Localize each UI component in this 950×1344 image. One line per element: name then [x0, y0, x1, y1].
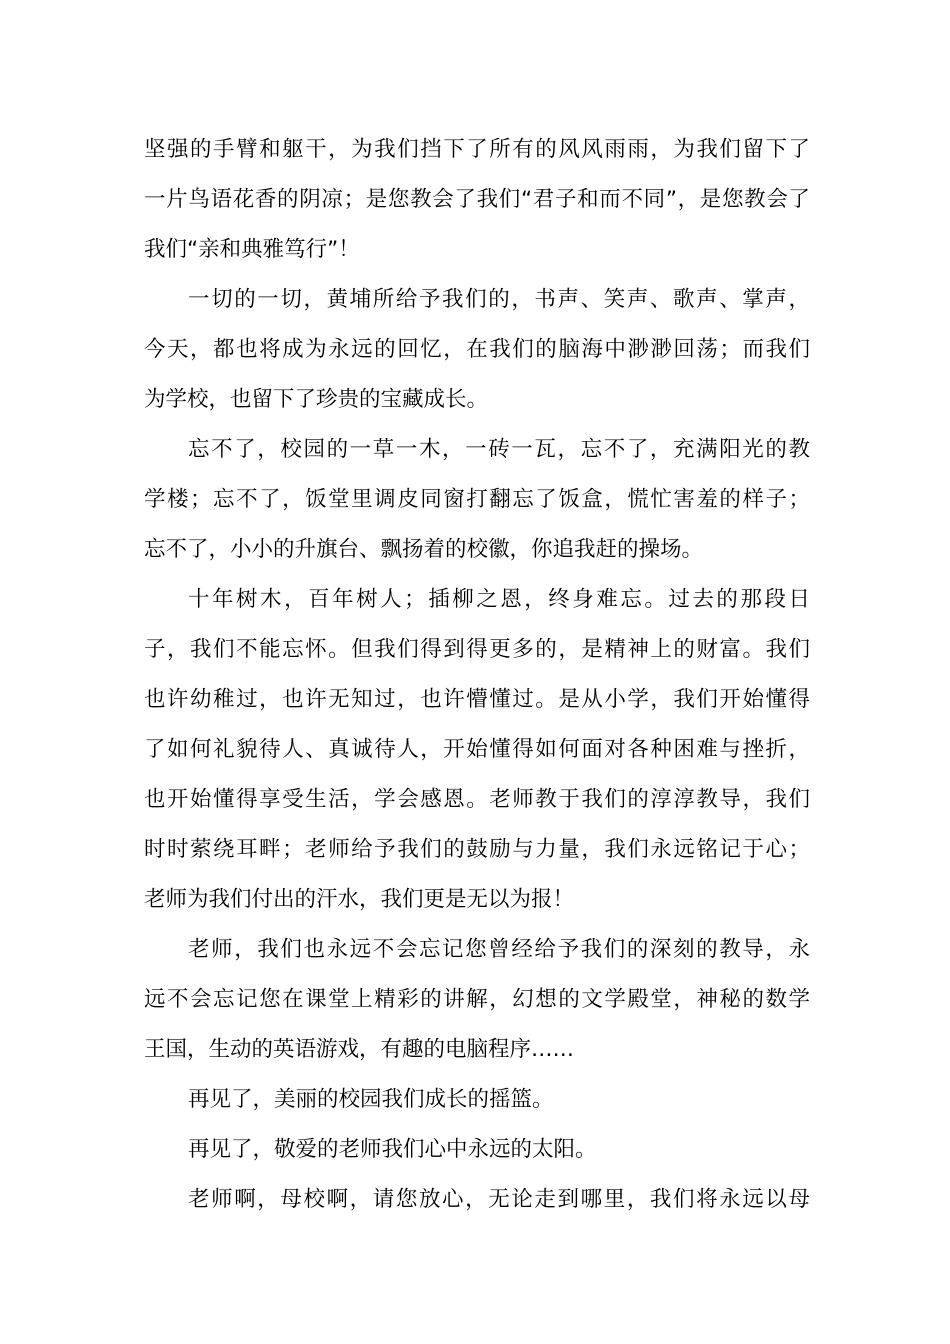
- paragraph-first-line: 再见了，敬爱的老师我们心中永远的太阳。: [188, 1137, 597, 1162]
- text-line: 我们“亲和典雅笃行”！: [144, 237, 360, 262]
- text-line: 王国，生动的英语游戏，有趣的电脑程序……: [144, 1037, 575, 1062]
- paragraph-first-line: 忘不了，校园的一草一木，一砖一瓦，忘不了，充满阳光的教: [188, 437, 810, 462]
- paragraph-first-line: 老师，我们也永远不会忘记您曾经给予我们的深刻的教导，永: [188, 937, 810, 962]
- text-line: 老师为我们付出的汗水，我们更是无以为报！: [144, 887, 575, 912]
- text-line: 也开始懂得享受生活，学会感恩。老师教于我们的淳淳教导，我们: [144, 787, 810, 812]
- text-line: 忘不了，小小的升旗台、飘扬着的校徽，你追我赶的操场。: [144, 537, 704, 562]
- text-line: 为学校，也留下了珍贵的宝藏成长。: [144, 387, 489, 412]
- text-line: 一片鸟语花香的阴凉；是您教会了我们“君子和而不同”，是您教会了: [144, 187, 810, 212]
- text-line: 子，我们不能忘怀。但我们得到得更多的，是精神上的财富。我们: [144, 637, 810, 662]
- paragraph-first-line: 再见了，美丽的校园我们成长的摇篮。: [188, 1087, 554, 1112]
- text-line: 学楼；忘不了，饭堂里调皮同窗打翻忘了饭盒，慌忙害羞的样子；: [144, 487, 810, 512]
- text-line: 今天，都也将成为永远的回忆，在我们的脑海中渺渺回荡；而我们: [144, 337, 810, 362]
- text-line: 坚强的手臂和躯干，为我们挡下了所有的风风雨雨，为我们留下了: [144, 137, 810, 162]
- paragraph-first-line: 一切的一切，黄埔所给予我们的，书声、笑声、歌声、掌声，: [188, 287, 810, 312]
- text-line: 也许幼稚过，也许无知过，也许懵懂过。是从小学，我们开始懂得: [144, 687, 810, 712]
- text-line: 时时萦绕耳畔；老师给予我们的鼓励与力量，我们永远铭记于心；: [144, 837, 810, 862]
- paragraph-first-line: 老师啊，母校啊，请您放心，无论走到哪里，我们将永远以母: [188, 1187, 810, 1212]
- paragraph-first-line: 十年树木，百年树人；插柳之恩，终身难忘。过去的那段日: [188, 587, 810, 612]
- text-line: 了如何礼貌待人、真诚待人，开始懂得如何面对各种困难与挫折，: [144, 737, 810, 762]
- text-line: 远不会忘记您在课堂上精彩的讲解，幻想的文学殿堂，神秘的数学: [144, 987, 810, 1012]
